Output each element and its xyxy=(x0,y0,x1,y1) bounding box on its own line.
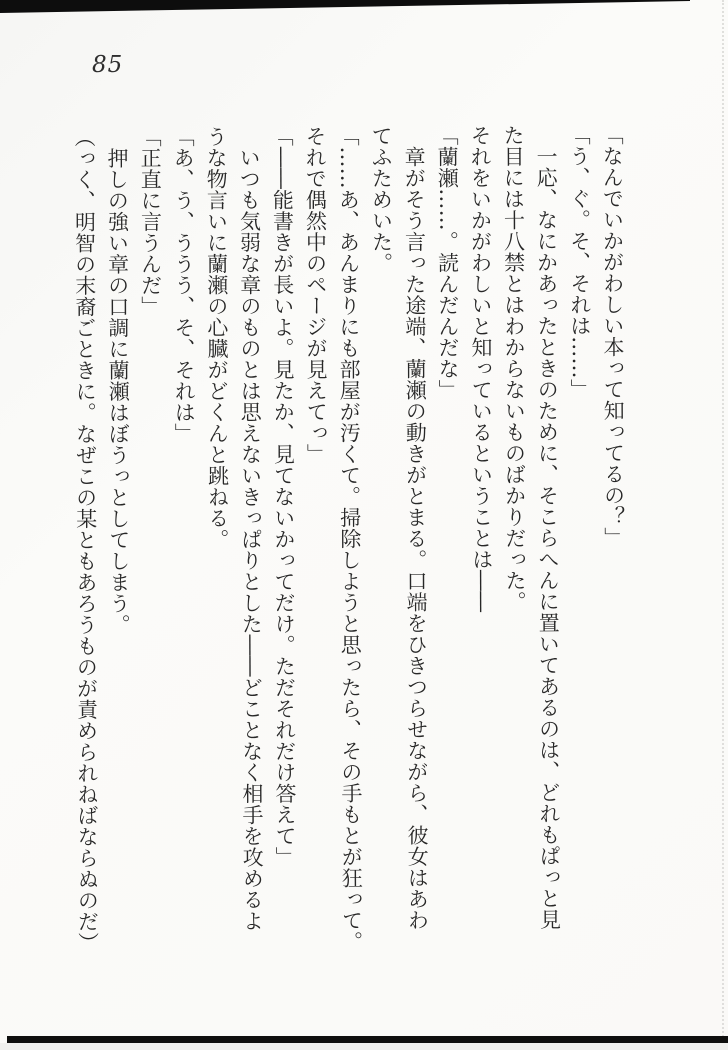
text-column: 「――能書きが長いよ。見たか、見てないかってだけ。ただそれだけ答えて」 xyxy=(270,125,298,868)
text-column: 一応、なにかあったときのために、そこらへんに置いてあるのは、どれもぱっと見 xyxy=(534,124,562,931)
page-number: 85 xyxy=(92,52,124,78)
text-column: 押しの強い章の口調に蘭瀬はぼうっとしてしまう。 xyxy=(105,126,132,636)
text-column: 「う、ぐ。そ、それは……」 xyxy=(567,124,593,400)
scan-edge-bottom xyxy=(7,1036,728,1043)
text-column: てふためいた。 xyxy=(369,125,394,274)
text-column: （っく、明智の末裔ごときに。なぜこの某ともあろうものが責められねばならぬのだ） xyxy=(72,126,100,954)
scan-edge-bottom-strip xyxy=(0,1043,728,1050)
text-column: 章がそう言った途端、蘭瀬の動きがとまる。口端をひきつらせながら、彼女はあわ xyxy=(402,124,430,931)
text-column: それで偶然中のページが見えてっ」 xyxy=(303,125,329,465)
text-column: うな物言いに蘭瀬の心臓がどくんと跳ねる。 xyxy=(204,125,230,550)
scan-edge-top xyxy=(0,0,690,13)
text-column: 「……あ、あんまりにも部屋が汚くて。掃除しようと思ったら、その手もとが狂って。 xyxy=(336,125,364,953)
text-block xyxy=(67,124,632,952)
text-column: 「正直に言うんだ」 xyxy=(138,126,163,317)
text-column: それをいかがわしいと知っているということは―― xyxy=(468,124,495,613)
text-column: いつも気弱な章のものとは思えないきっぱりとした――どことなく相手を攻めるよ xyxy=(237,125,265,932)
scan-edge-right xyxy=(722,0,724,1040)
text-column: 「なんでいかがわしい本って知ってるの？」 xyxy=(600,124,626,549)
text-column: 「あ、う、ううう、そ、それは」 xyxy=(171,125,197,444)
text-column: 「蘭瀬……。読んだんだな」 xyxy=(435,124,461,401)
text-column: た目には十八禁とはわからないものばかりだった。 xyxy=(501,124,528,613)
